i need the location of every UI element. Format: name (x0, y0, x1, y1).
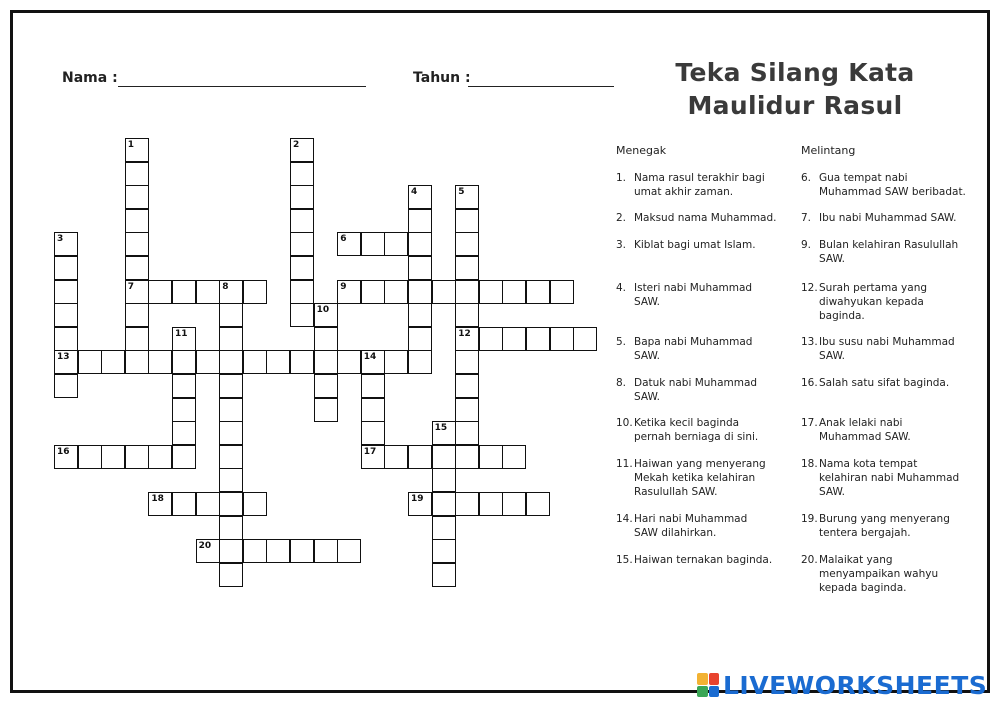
clue-item (616, 376, 786, 404)
clue-item-number: 5. (616, 336, 627, 348)
grid-cell[interactable] (455, 209, 479, 233)
grid-cell[interactable] (101, 445, 125, 469)
clue-item-number: 11. (616, 458, 633, 470)
grid-cell[interactable] (432, 539, 456, 563)
clue-item-text: Hari nabi Muhammad SAW dilahirkan. (634, 513, 748, 539)
grid-cell[interactable] (432, 468, 456, 492)
grid-cell[interactable] (408, 280, 432, 304)
clue-item (616, 457, 786, 499)
grid-cell[interactable] (361, 350, 385, 374)
grid-cell[interactable] (337, 280, 361, 304)
grid-cell[interactable] (455, 350, 479, 374)
grid-cell[interactable] (172, 350, 196, 374)
clue-item (801, 376, 971, 390)
clue-item (801, 512, 971, 540)
grid-cell[interactable] (243, 492, 267, 516)
grid-cell[interactable] (314, 398, 338, 422)
grid-cell[interactable] (361, 445, 385, 469)
clue-item-number: 14. (616, 513, 633, 525)
clue-item-number: 8. (616, 377, 627, 389)
grid-cell[interactable] (54, 350, 78, 374)
grid-cell[interactable] (101, 350, 125, 374)
grid-cell[interactable] (455, 374, 479, 398)
grid-cell[interactable] (290, 350, 314, 374)
clue-number: 14 (363, 352, 377, 363)
grid-cell[interactable] (455, 256, 479, 280)
title-line-2: Maulidur Rasul (687, 91, 903, 120)
title-line-1: Teka Silang Kata (675, 58, 915, 87)
clue-item (616, 553, 786, 567)
grid-cell[interactable] (54, 280, 78, 304)
grid-cell[interactable] (125, 209, 149, 233)
grid-cell[interactable] (314, 374, 338, 398)
grid-cell[interactable] (125, 445, 149, 469)
grid-cell[interactable] (243, 350, 267, 374)
grid-cell[interactable] (526, 492, 550, 516)
clue-item-text: Bulan kelahiran Rasulullah SAW. (819, 239, 959, 265)
grid-cell[interactable] (361, 232, 385, 256)
grid-cell[interactable] (219, 327, 243, 351)
grid-cell[interactable] (455, 492, 479, 516)
clue-number: 10 (316, 305, 330, 316)
grid-cell[interactable] (219, 280, 243, 304)
grid-cell[interactable] (408, 185, 432, 209)
grid-cell[interactable] (125, 138, 149, 162)
clue-number: 20 (198, 541, 212, 552)
grid-cell[interactable] (125, 162, 149, 186)
clue-item-text: Ibu susu nabi Muhammad SAW. (819, 336, 955, 362)
grid-cell[interactable] (196, 539, 220, 563)
grid-cell[interactable] (455, 327, 479, 351)
grid-cell[interactable] (455, 421, 479, 445)
grid-cell[interactable] (172, 445, 196, 469)
clue-item-number: 12. (801, 282, 818, 294)
grid-cell[interactable] (432, 492, 456, 516)
clue-item-number: 1. (616, 172, 627, 184)
clue-item-text: Surah pertama yang diwahyukan kepada baginda. (819, 282, 928, 322)
clue-item-text: Datuk nabi Muhammad SAW. (634, 377, 758, 403)
grid-cell[interactable] (337, 539, 361, 563)
grid-cell[interactable] (243, 280, 267, 304)
grid-cell[interactable] (219, 516, 243, 540)
clue-number: 9 (340, 281, 347, 292)
grid-cell[interactable] (408, 445, 432, 469)
grid-cell[interactable] (408, 492, 432, 516)
clue-item-number: 19. (801, 513, 818, 525)
grid-cell[interactable] (243, 539, 267, 563)
grid-cell[interactable] (125, 327, 149, 351)
grid-cell[interactable] (290, 162, 314, 186)
clue-item-text: Isteri nabi Muhammad SAW. (634, 282, 753, 308)
grid-cell[interactable] (290, 138, 314, 162)
grid-cell[interactable] (219, 421, 243, 445)
clue-number: 16 (57, 446, 70, 457)
grid-cell[interactable] (290, 232, 314, 256)
clue-number: 2 (293, 140, 300, 150)
grid-cell[interactable] (432, 516, 456, 540)
clue-item-text: Haiwan yang menyerang Mekah ketika kelahiran Rasulullah SAW. (634, 458, 766, 498)
grid-cell[interactable] (290, 303, 314, 327)
clue-item (801, 553, 971, 595)
clue-item-text: Kiblat bagi umat Islam. (634, 239, 756, 251)
grid-cell[interactable] (78, 350, 102, 374)
clue-item-number: 18. (801, 458, 818, 470)
clue-item-text: Anak lelaki nabi Muhammad SAW. (819, 417, 911, 443)
clue-item-text: Ketika kecil baginda pernah berniaga di sini. (634, 417, 759, 443)
grid-cell[interactable] (502, 492, 526, 516)
grid-cell[interactable] (266, 350, 290, 374)
clue-item (801, 171, 971, 199)
clue-number: 6 (340, 234, 347, 245)
clue-item-number: 16. (801, 377, 818, 389)
grid-cell[interactable] (361, 398, 385, 422)
grid-cell[interactable] (219, 445, 243, 469)
grid-cell[interactable] (479, 327, 503, 351)
clue-item (616, 335, 786, 363)
grid-cell[interactable] (172, 374, 196, 398)
clue-item-number: 6. (801, 172, 812, 184)
grid-cell[interactable] (196, 350, 220, 374)
logo-square (709, 686, 720, 698)
grid-cell[interactable] (125, 303, 149, 327)
clue-number: 18 (151, 494, 164, 504)
grid-cell[interactable] (219, 468, 243, 492)
clue-item-text: Nama rasul terakhir bagi umat akhir zaman. (634, 172, 765, 198)
grid-cell[interactable] (432, 445, 456, 469)
grid-cell[interactable] (290, 256, 314, 280)
clue-item-text: Nama kota tempat kelahiran nabi Muhammad SAW. (819, 458, 960, 498)
grid-cell[interactable] (219, 398, 243, 422)
grid-cell[interactable] (219, 539, 243, 563)
year-field[interactable] (468, 86, 614, 87)
grid-cell[interactable] (455, 303, 479, 327)
clue-item-text: Ibu nabi Muhammad SAW. (819, 212, 957, 224)
grid-cell[interactable] (337, 350, 361, 374)
clue-number: 17 (363, 446, 377, 457)
grid-cell[interactable] (219, 563, 243, 587)
grid-cell[interactable] (550, 327, 574, 351)
down-heading: Menegak (616, 144, 667, 157)
logo-icon (697, 673, 719, 697)
logo-square (697, 673, 708, 685)
grid-cell[interactable] (125, 280, 149, 304)
clue-item-number: 15. (616, 554, 633, 566)
grid-cell[interactable] (314, 350, 338, 374)
clue-number: 4 (411, 187, 418, 198)
clue-number: 3 (57, 234, 64, 245)
grid-cell[interactable] (266, 539, 290, 563)
clue-item-number: 9. (801, 239, 812, 251)
logo-square (697, 686, 708, 698)
grid-cell[interactable] (172, 421, 196, 445)
grid-cell[interactable] (172, 280, 196, 304)
grid-cell[interactable] (196, 492, 220, 516)
grid-cell[interactable] (455, 445, 479, 469)
grid-cell[interactable] (361, 280, 385, 304)
grid-cell[interactable] (455, 398, 479, 422)
grid-cell[interactable] (408, 303, 432, 327)
clue-item (801, 457, 971, 499)
clue-item-number: 4. (616, 282, 627, 294)
grid-cell[interactable] (148, 350, 172, 374)
grid-cell[interactable] (172, 398, 196, 422)
clue-item-number: 13. (801, 336, 818, 348)
clue-item (801, 211, 971, 225)
clue-item-number: 7. (801, 212, 812, 224)
grid-cell[interactable] (479, 445, 503, 469)
clue-number: 19 (411, 494, 424, 504)
grid-cell[interactable] (502, 280, 526, 304)
grid-cell[interactable] (337, 232, 361, 256)
grid-cell[interactable] (219, 303, 243, 327)
grid-cell[interactable] (54, 327, 78, 351)
grid-cell[interactable] (54, 256, 78, 280)
liveworksheets-logo (697, 670, 987, 700)
grid-cell[interactable] (408, 232, 432, 256)
grid-cell[interactable] (384, 445, 408, 469)
grid-cell[interactable] (479, 492, 503, 516)
grid-cell[interactable] (432, 563, 456, 587)
clue-item (616, 171, 786, 199)
grid-cell[interactable] (432, 280, 456, 304)
logo-text: LIVEWORKSHEETS (723, 670, 988, 700)
clue-item (801, 281, 971, 323)
grid-cell[interactable] (148, 445, 172, 469)
grid-cell[interactable] (384, 350, 408, 374)
clue-item-text: Bapa nabi Muhammad SAW. (634, 336, 753, 362)
grid-cell[interactable] (455, 185, 479, 209)
grid-cell[interactable] (550, 280, 574, 304)
name-field[interactable] (118, 86, 366, 87)
clue-number: 13 (57, 352, 70, 363)
grid-cell[interactable] (290, 185, 314, 209)
grid-cell[interactable] (54, 445, 78, 469)
clue-number: 12 (458, 328, 471, 339)
grid-cell[interactable] (196, 280, 220, 304)
grid-cell[interactable] (125, 256, 149, 280)
logo-square (709, 673, 720, 685)
clue-item-text: Burung yang menyerang tentera bergajah. (819, 513, 950, 539)
grid-cell[interactable] (219, 492, 243, 516)
grid-cell[interactable] (455, 232, 479, 256)
grid-cell[interactable] (125, 185, 149, 209)
grid-cell[interactable] (125, 350, 149, 374)
clue-item-number: 17. (801, 417, 818, 429)
clue-item-number: 3. (616, 239, 627, 251)
clue-number: 15 (434, 423, 448, 434)
clue-item-number: 2. (616, 212, 627, 224)
grid-cell[interactable] (148, 280, 172, 304)
grid-cell[interactable] (361, 374, 385, 398)
grid-cell[interactable] (408, 256, 432, 280)
grid-cell[interactable] (526, 327, 550, 351)
grid-cell[interactable] (125, 232, 149, 256)
grid-cell[interactable] (78, 445, 102, 469)
grid-cell[interactable] (290, 539, 314, 563)
grid-cell[interactable] (290, 280, 314, 304)
clue-number: 8 (222, 281, 229, 292)
clue-item-number: 10. (616, 417, 633, 429)
clue-item-text: Salah satu sifat baginda. (819, 377, 950, 389)
clue-item-text: Haiwan ternakan baginda. (634, 554, 773, 566)
clue-item-text: Gua tempat nabi Muhammad SAW beribadat. (819, 172, 966, 198)
clue-item (616, 211, 786, 225)
clue-item (801, 335, 971, 363)
grid-cell[interactable] (479, 280, 503, 304)
grid-cell[interactable] (573, 327, 597, 351)
clue-number: 1 (127, 140, 135, 150)
year-label: Tahun : (413, 70, 471, 86)
grid-cell[interactable] (432, 421, 456, 445)
name-label: Nama : (62, 70, 118, 86)
clue-item-number: 20. (801, 554, 818, 566)
grid-cell[interactable] (361, 421, 385, 445)
grid-cell[interactable] (384, 280, 408, 304)
clue-number: 7 (127, 281, 135, 292)
grid-cell[interactable] (172, 327, 196, 351)
grid-cell[interactable] (219, 374, 243, 398)
grid-cell[interactable] (408, 209, 432, 233)
grid-cell[interactable] (502, 445, 526, 469)
clue-item (801, 416, 971, 444)
grid-cell[interactable] (408, 350, 432, 374)
clue-item (616, 281, 786, 309)
grid-cell[interactable] (54, 303, 78, 327)
grid-cell[interactable] (314, 303, 338, 327)
clue-number: 5 (458, 187, 465, 198)
clue-item-text: Malaikat yang menyampaikan wahyu kepada baginda. (819, 554, 939, 594)
grid-cell[interactable] (290, 209, 314, 233)
clue-item (801, 238, 971, 266)
clue-item-text: Maksud nama Muhammad. (634, 212, 777, 224)
grid-cell[interactable] (384, 232, 408, 256)
grid-cell[interactable] (314, 539, 338, 563)
grid-cell[interactable] (455, 280, 479, 304)
clue-number: 11 (175, 328, 188, 339)
across-heading: Melintang (801, 144, 856, 157)
clue-item (616, 416, 786, 444)
clue-item (616, 238, 786, 252)
grid-cell[interactable] (314, 327, 338, 351)
grid-cell[interactable] (54, 374, 78, 398)
grid-cell[interactable] (526, 280, 550, 304)
clue-item (616, 512, 786, 540)
grid-cell[interactable] (54, 232, 78, 256)
grid-cell[interactable] (502, 327, 526, 351)
grid-cell[interactable] (172, 492, 196, 516)
grid-cell[interactable] (219, 350, 243, 374)
grid-cell[interactable] (148, 492, 172, 516)
grid-cell[interactable] (408, 327, 432, 351)
